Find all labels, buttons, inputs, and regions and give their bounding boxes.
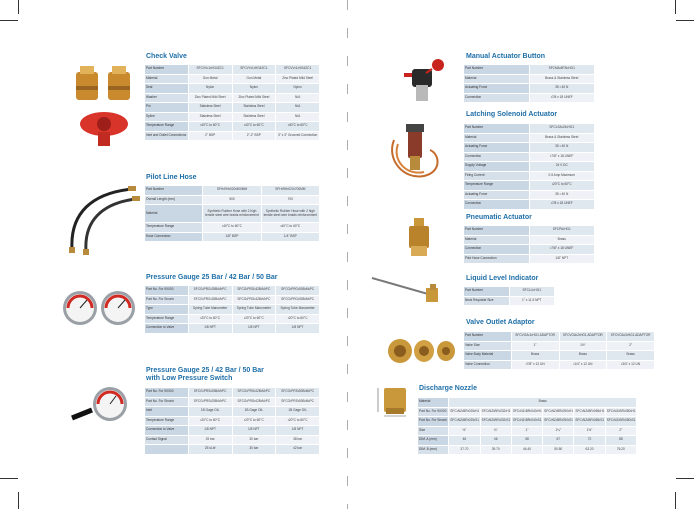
table-row <box>464 190 595 200</box>
cell-value: •40°C to 60°C <box>261 223 319 233</box>
row-label: Hose Connection <box>145 232 203 242</box>
cell-value: •7/8 x 18 UNEF <box>529 200 595 210</box>
table-row <box>464 296 555 306</box>
cell-value: SFCG•PRS•25B•M•PC <box>188 388 232 398</box>
cell-value: Synthetic Rubber Hose with 2 high tensile steel wire braids reinforcement <box>261 205 319 223</box>
cell-value: 1B Gage OIL <box>188 407 232 417</box>
row-label: Part No. For Sinorix <box>145 295 189 305</box>
cell-value: SFC•NZ•BR•050•S1 <box>543 417 574 427</box>
row-label: Temperature Range <box>145 416 189 426</box>
cell-value: •20°C to 60°C <box>232 416 276 426</box>
cell-value: N/A <box>276 93 320 103</box>
table-row <box>464 133 595 143</box>
cell-value: •20°C to 60°C <box>188 314 232 324</box>
cell-value: 88 <box>605 436 636 446</box>
table-row <box>145 445 320 455</box>
cell-value: N/A <box>276 112 320 122</box>
table-row <box>145 416 320 426</box>
table-row <box>145 305 320 315</box>
cell-value: 35 • 40 N <box>529 143 595 153</box>
cell-value: SFCVV•1•HG4ZC1 <box>276 65 320 75</box>
table-row <box>418 426 637 436</box>
table-row <box>145 232 320 242</box>
row-label: Connection <box>464 93 530 103</box>
cell-value: •7/8 x 18 UNEF <box>529 93 595 103</box>
cell-value: SFC•NZ•BR•065•S1 <box>574 417 605 427</box>
table-row <box>418 445 637 455</box>
check-valve-title: Check Valve <box>146 53 187 60</box>
cell-value: 46 <box>480 436 511 446</box>
table-row <box>464 287 555 297</box>
row-label: Type <box>145 305 189 315</box>
cell-value: 2" <box>605 426 636 436</box>
cell-value: 46 <box>449 436 480 446</box>
cell-value: 30 bar <box>232 445 276 455</box>
cell-value: 39.70 <box>480 445 511 455</box>
crop-mark <box>675 0 676 14</box>
table-row <box>418 436 637 446</box>
table-row <box>145 388 320 398</box>
cell-value: 1" x 11.5 NPT <box>509 296 555 306</box>
cell-value: 2"-2" BSP <box>232 131 276 141</box>
row-label: Neck Requisite Size <box>464 296 510 306</box>
table-row <box>464 162 595 172</box>
row-label: Pin <box>145 103 189 113</box>
table-row <box>145 223 320 233</box>
cell-value: SFCMA•BTN•HG1 <box>529 65 595 75</box>
cell-value: Brass & Stainless Steel <box>529 133 595 143</box>
table-row <box>464 351 655 361</box>
row-label: Valve Body Material <box>464 351 512 361</box>
cell-value: 30 bar <box>232 435 276 445</box>
cell-value: 42 bar <box>276 445 320 455</box>
cell-value: SFH•RH•020•500MM <box>203 186 261 196</box>
pilot-line-hose-title: Pilot Line Hose <box>146 174 197 181</box>
discharge-nozzle-image <box>372 384 416 418</box>
table-row <box>145 131 320 141</box>
row-label: Part No. For 9X000 <box>418 407 449 417</box>
row-label: Connection <box>464 245 530 255</box>
cell-value: SFCG•PRG•42B•M•PC <box>232 286 276 296</box>
cell-value: Nylon <box>232 84 276 94</box>
cell-value: •40°C to 60°C <box>232 122 276 132</box>
cell-value: Brass <box>559 351 607 361</box>
table-row <box>145 65 320 75</box>
crop-mark <box>0 478 18 479</box>
row-label: Part Number <box>464 226 530 236</box>
valve-outlet-image <box>386 336 462 366</box>
liquid-level-title: Liquid Level Indicator <box>466 275 539 282</box>
cell-value: SFCG•PRG•42B•M•PC <box>232 295 276 305</box>
table-row <box>418 417 637 427</box>
row-label: Connection to Valve <box>145 426 189 436</box>
cell-value: Brass <box>511 351 559 361</box>
row-label: Part Number <box>145 186 203 196</box>
cell-value: Synthetic Rubber Hose with 2 high tensile steel wire braids reinforcement <box>203 205 261 223</box>
cell-value: SFCG•PRG•25B•M•PC <box>188 295 232 305</box>
table-row <box>464 254 595 264</box>
cell-value: SFC•NZ•BR•050•H1 <box>543 407 574 417</box>
table-row <box>464 360 655 370</box>
pressure-gauge-switch-title: Pressure Gauge 25 / 42 Bar / 50 Bar with Low Pressure Switch <box>146 367 264 382</box>
latching-solenoid-table <box>463 123 595 210</box>
liquid-level-table <box>463 286 555 306</box>
pneumatic-actuator-title: Pneumatic Actuator <box>466 214 532 221</box>
cell-value: •20°C to 60°C <box>188 416 232 426</box>
cell-value: Brass & Stainless Steel <box>529 74 595 84</box>
table-row <box>145 397 320 407</box>
table-row <box>464 332 655 342</box>
table-row <box>464 124 595 134</box>
table-row <box>464 74 595 84</box>
cell-value: N/A <box>276 103 320 113</box>
row-label: Material <box>464 133 530 143</box>
row-label: Contact Signal <box>145 435 189 445</box>
pneumatic-actuator-image <box>404 216 434 260</box>
table-row <box>145 407 320 417</box>
table-row <box>464 84 595 94</box>
table-row <box>145 186 320 196</box>
cell-value: Brass <box>607 351 655 361</box>
cell-value: Stainless Steel <box>232 112 276 122</box>
cell-value: SFC•NZ•BR•040•H1 <box>511 407 542 417</box>
row-label: Size <box>418 426 449 436</box>
cell-value: Spring Tube Manometer <box>276 305 320 315</box>
row-label: Part No. For 9X000 <box>145 388 189 398</box>
cell-value: •40°C to 60°C <box>188 122 232 132</box>
cell-value: 35 • 40 N <box>529 84 595 94</box>
row-label: Connection to Valve <box>145 324 189 334</box>
row-label <box>145 445 189 455</box>
cell-value: Nylon <box>188 84 232 94</box>
pressure-switch-image <box>70 384 134 428</box>
crop-mark <box>18 492 19 509</box>
row-label: Washer <box>145 93 189 103</box>
crop-mark <box>676 478 694 479</box>
cell-value: SFCVOA•2•HG1 ADAPTOR <box>559 332 607 342</box>
table-row <box>464 181 595 191</box>
row-label: Material <box>418 398 449 408</box>
page-fold <box>347 0 348 509</box>
crop-mark <box>18 0 19 14</box>
cell-value: •20°C to 60°C <box>232 314 276 324</box>
cell-value: Stainless Steel <box>188 112 232 122</box>
row-label: Material <box>464 74 530 84</box>
cell-value: •7/8" x 18 UNEF <box>529 245 595 255</box>
cell-value: •1/4" x 12 UN <box>559 360 607 370</box>
discharge-nozzle-title: Discharge Nozzle <box>419 385 477 392</box>
cell-value: SFC•NZ•BR•040•S1 <box>511 417 542 427</box>
cell-value: 3" x 3" Grooved Connection <box>276 131 320 141</box>
cell-value: 67 <box>543 436 574 446</box>
table-row <box>145 122 320 132</box>
row-label: Temperature Range <box>145 122 189 132</box>
cell-value: SFH•RH•020•700MM <box>261 186 319 196</box>
cell-value: SFC•NZ•BR•025•S1 <box>449 417 480 427</box>
pressure-gauge-switch-table <box>144 387 320 455</box>
table-row <box>145 314 320 324</box>
table-row <box>145 286 320 296</box>
row-label: Actuating Force <box>464 143 530 153</box>
cell-value: 1" <box>511 426 542 436</box>
cell-value: 37.70 <box>449 445 480 455</box>
table-row <box>464 171 595 181</box>
pneumatic-actuator-table <box>463 225 595 264</box>
cell-value: •20°C to 60°C <box>276 416 320 426</box>
cell-value: SFCVV•1•HG4ZC1 <box>188 65 232 75</box>
pilot-hose-image <box>62 183 140 255</box>
table-row <box>145 74 320 84</box>
row-label: Temperature Range <box>464 181 530 191</box>
table-row <box>145 195 320 205</box>
table-row <box>464 226 595 236</box>
cell-value: Spring Tube Manometer <box>188 305 232 315</box>
cell-value: 1¼" <box>543 426 574 436</box>
row-label: Part No. For 9X000 <box>145 286 189 296</box>
cell-value: SFC•NZ•BR•065•H1 <box>574 407 605 417</box>
table-row <box>418 407 637 417</box>
cell-value: 1½" <box>559 341 607 351</box>
cell-value: 500 <box>203 195 261 205</box>
cell-value: •20°C to 60°C <box>276 314 320 324</box>
cell-value: Stainless Steel <box>188 103 232 113</box>
cell-value: 700 <box>261 195 319 205</box>
row-label: Overall Length (mm) <box>145 195 203 205</box>
cell-value: SFCG•PRS•42B•M•PC <box>232 397 276 407</box>
cell-value: SFC•NZ•BR•032•H1 <box>480 407 511 417</box>
row-label: Inlet <box>145 407 189 417</box>
cell-value: SFC•NZ•BR•032•S1 <box>480 417 511 427</box>
row-label: Material <box>145 205 203 223</box>
cell-value: SFCG•PRG•50B•M•PC <box>276 286 320 296</box>
table-row <box>145 426 320 436</box>
manual-actuator-table <box>463 64 595 103</box>
cell-value: SFC•NZ•BR•080•H1 <box>605 407 636 417</box>
latching-solenoid-title: Latching Solenoid Actuator <box>466 111 558 118</box>
crop-mark <box>675 492 676 509</box>
cell-value: 1½" <box>574 426 605 436</box>
cell-value: 38 bar <box>276 435 320 445</box>
cell-value: Gun Metal <box>232 74 276 84</box>
cell-value: 1/8 NPT <box>232 324 276 334</box>
cell-value: SFCG•PRS•42B•M•PC <box>232 388 276 398</box>
cell-value: •40°C to 60°C <box>276 122 320 132</box>
valve-outlet-title: Valve Outlet Adaptor <box>466 319 535 326</box>
row-label: Part Number <box>464 287 510 297</box>
row-label: Seal <box>145 84 189 94</box>
table-row <box>464 65 595 75</box>
cell-value: 44.40 <box>511 445 542 455</box>
table-row <box>145 103 320 113</box>
cell-value: Brass <box>449 398 637 408</box>
cell-value: 24 V DC <box>529 162 595 172</box>
row-label: Part No. For Sinorix <box>145 397 189 407</box>
cell-value: •20°C to 60°C <box>529 181 595 191</box>
row-label: Part Number <box>464 65 530 75</box>
cell-value: SFCG•PRS•50B•M•PC <box>276 397 320 407</box>
cell-value: 25 bar <box>188 435 232 445</box>
cell-value: Zinc Plated Mild Steel <box>232 93 276 103</box>
pressure-gauge-title: Pressure Gauge 25 Bar / 42 Bar / 50 Bar <box>146 274 278 281</box>
cell-value: SFCVOA•3•HG1 ADAPTOR <box>607 332 655 342</box>
row-label: Firing Current <box>464 171 530 181</box>
pressure-gauge-image <box>60 288 140 328</box>
table-row <box>145 295 320 305</box>
cell-value: SFCVV•1•HG4ZC1 <box>232 65 276 75</box>
cell-value: •7/8" x 12 UN <box>511 360 559 370</box>
valve-outlet-table <box>463 331 655 370</box>
table-row <box>464 245 595 255</box>
table-row <box>418 398 637 408</box>
cell-value: Zinc Plated Mild Steel <box>188 93 232 103</box>
row-label: Part No. For Sinorix <box>418 417 449 427</box>
solenoid-image <box>384 120 446 192</box>
check-valve-table <box>144 64 320 141</box>
cell-value: 63.20 <box>574 445 605 455</box>
row-label: Actuating Force <box>464 84 530 94</box>
pilot-line-hose-table <box>144 185 320 242</box>
cell-value: SFCLSA•24•HG1 <box>529 124 595 134</box>
row-label: Valve Connection <box>464 360 512 370</box>
cell-value: 1/8 NPT <box>276 324 320 334</box>
cell-value: •40°C to 60°C <box>203 223 261 233</box>
table-row <box>145 435 320 445</box>
row-label: Valve Size <box>464 341 512 351</box>
row-label: Part Number <box>145 65 189 75</box>
cell-value: SFCG•PRS•50B•M•PC <box>276 388 320 398</box>
cell-value: SFCG•PRG•50B•M•PC <box>276 295 320 305</box>
row-label: Temperature Range <box>145 314 189 324</box>
crop-mark <box>676 20 694 21</box>
table-row <box>464 235 595 245</box>
table-row <box>145 112 320 122</box>
table-row <box>145 205 320 223</box>
cell-value: 25 kLbf <box>188 445 232 455</box>
row-label: Part Number <box>464 332 512 342</box>
cell-value: ½" <box>449 426 480 436</box>
cell-value: Nylon <box>276 84 320 94</box>
cell-value: SFCG•PRS•25B•M•PC <box>188 397 232 407</box>
crop-mark <box>0 20 18 21</box>
cell-value: 50.80 <box>543 445 574 455</box>
pressure-gauge-table <box>144 285 320 334</box>
row-label: DIM. A (mm) <box>418 436 449 446</box>
cell-value: 1/8 NPT <box>276 426 320 436</box>
cell-value: 1/4" BSP <box>261 232 319 242</box>
row-label: Supply Voltage <box>464 162 530 172</box>
cell-value: 76.20 <box>605 445 636 455</box>
cell-value: SFCPA•HG1 <box>529 226 595 236</box>
table-row <box>145 93 320 103</box>
cell-value: ¾" <box>480 426 511 436</box>
cell-value: 1/8 NPT <box>188 324 232 334</box>
cell-value: •3/4" x 12 UN <box>607 360 655 370</box>
table-row <box>464 152 595 162</box>
table-row <box>464 93 595 103</box>
liquid-level-image <box>368 272 448 308</box>
cell-value: 1/8 NPT <box>188 426 232 436</box>
table-row <box>464 341 655 351</box>
row-label: Inlet and Outlet Connections <box>145 131 189 141</box>
cell-value: 35 • 40 N <box>529 190 595 200</box>
row-label: Connection <box>464 152 530 162</box>
cell-value: •7/8" x 18 UNEF <box>529 152 595 162</box>
row-label: Material <box>145 74 189 84</box>
row-label: Part Number <box>464 124 530 134</box>
check-valve-image <box>72 62 136 152</box>
cell-value: SFCG•PRG•25B•M•PC <box>188 286 232 296</box>
cell-value: 72 <box>574 436 605 446</box>
manual-actuator-title: Manual Actuator Button <box>466 53 546 60</box>
table-row <box>145 84 320 94</box>
cell-value: SFCLLI•HG1 <box>509 287 555 297</box>
row-label: Spline <box>145 112 189 122</box>
row-label: Material <box>464 235 530 245</box>
cell-value: 2" <box>607 341 655 351</box>
row-label: Connection <box>464 200 530 210</box>
row-label: Temperature Range <box>145 223 203 233</box>
cell-value: 1B Gage OIL <box>276 407 320 417</box>
cell-value: 1/8 NPT <box>232 426 276 436</box>
cell-value: SFC•NZ•BR•025•H1 <box>449 407 480 417</box>
cell-value: 58 <box>511 436 542 446</box>
cell-value: 0.5 Amp Maximum <box>529 171 595 181</box>
cell-value: SFC•NZ•BR•080•S1 <box>605 417 636 427</box>
discharge-nozzle-table <box>417 397 637 455</box>
table-row <box>464 143 595 153</box>
row-label: DIM. B (mm) <box>418 445 449 455</box>
cell-value: Brass <box>529 235 595 245</box>
manual-actuator-image <box>398 55 448 105</box>
table-row <box>464 200 595 210</box>
cell-value: 2" BSP <box>188 131 232 141</box>
row-label: Actuating Force <box>464 190 530 200</box>
cell-value: 1/8" BSP <box>203 232 261 242</box>
cell-value: SFCVOA•1•HG1 ADAPTOR <box>511 332 559 342</box>
cell-value: Stainless Steel <box>232 103 276 113</box>
cell-value: 1" <box>511 341 559 351</box>
table-row <box>145 324 320 334</box>
cell-value: Zinc Plated Mild Steel <box>276 74 320 84</box>
cell-value: Gun Metal <box>188 74 232 84</box>
cell-value: 1B Gage OIL <box>232 407 276 417</box>
cell-value: 1/8" NPT <box>529 254 595 264</box>
cell-value: Spring Tube Manometer <box>232 305 276 315</box>
row-label: Pilot Hose Connection <box>464 254 530 264</box>
